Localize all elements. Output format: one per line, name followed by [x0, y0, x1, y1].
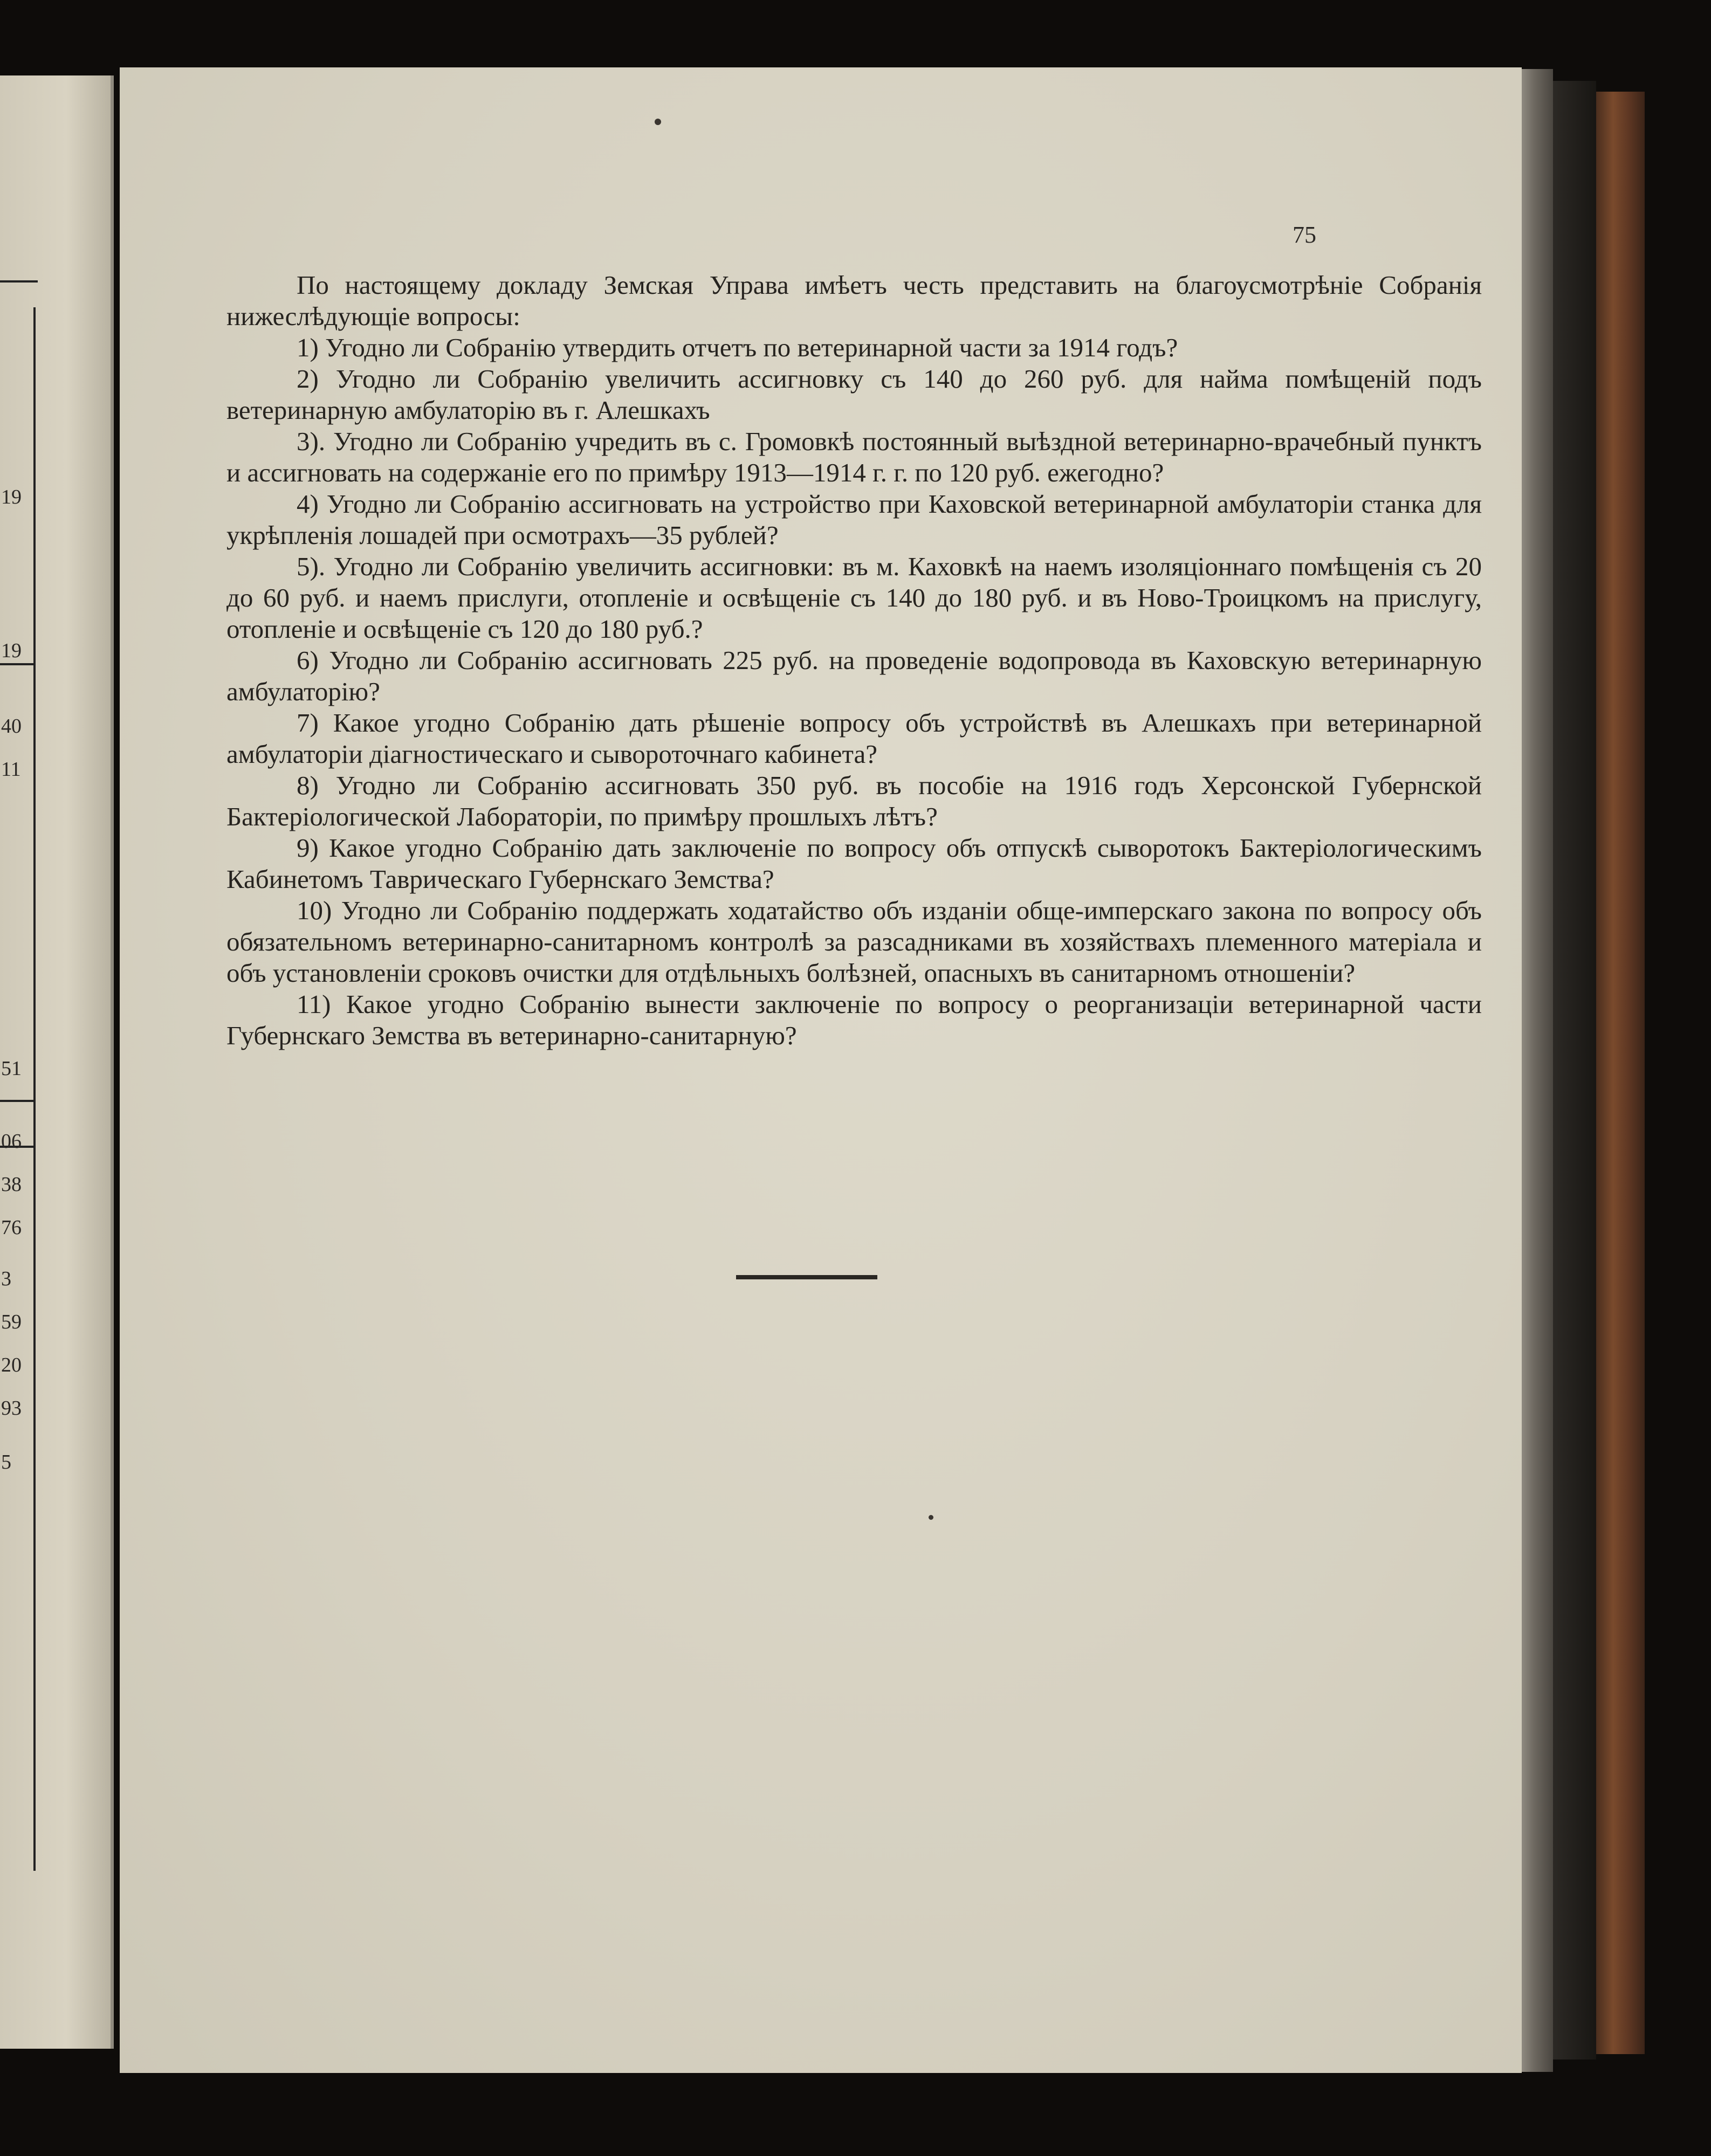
ink-speck — [655, 119, 661, 125]
table-fragment: 5 — [1, 1451, 11, 1473]
table-column-rule — [33, 307, 36, 1871]
question-6: 6) Угодно ли Собранію ассигновать 225 руб. на проведеніе водопровода въ Каховскую ветеринарную амбулаторію? — [226, 645, 1482, 706]
table-fragment: 06 — [1, 1130, 22, 1153]
question-4: 4) Угодно ли Собранію ассигновать на устройство при Каховской ветеринарной амбулаторіи станка для укрѣпленія лошадей при осмотрахъ—35 рублей? — [226, 489, 1482, 550]
question-9: 9) Какое угодно Собранію дать заключеніе по вопросу объ отпускѣ сыворотокъ Бактеріологическимъ Кабинетомъ Таврическаго Губернскаго Земства? — [226, 833, 1482, 894]
intro-paragraph: По настоящему докладу Земская Управа имѣетъ честь представить на благоусмотрѣніе Собранія нижеслѣдующіе вопросы: — [226, 270, 1482, 331]
table-fragment: 76 — [1, 1216, 22, 1239]
table-fragment: 38 — [1, 1173, 22, 1196]
table-fragment: 19 — [1, 486, 22, 508]
table-fragment: 93 — [1, 1397, 22, 1420]
page — [120, 67, 1522, 2073]
question-3: 3). Угодно ли Собранію учредить въ с. Громовкѣ постоянный выѣздной ветеринарно-врачебный пунктъ и ассигновать на содержаніе его по примѣру 1913—1914 г. г. по 120 руб. ежегодно? — [226, 426, 1482, 487]
question-11: 11) Какое угодно Собранію вынести заключеніе по вопросу о реорганизаціи ветеринарной части Губернскаго Земства въ ветеринарно-санитарную? — [226, 989, 1482, 1050]
table-rule — [0, 1100, 36, 1102]
table-fragment: 11 — [1, 758, 21, 781]
table-rule — [0, 280, 38, 283]
ink-speck — [929, 1515, 933, 1520]
table-fragment: 59 — [1, 1311, 22, 1333]
question-2: 2) Угодно ли Собранію увеличить ассигновку съ 140 до 260 руб. для найма помѣщеній подъ ветеринарную амбулаторію въ г. Алешкахъ — [226, 364, 1482, 425]
table-fragment: 3 — [1, 1268, 11, 1290]
question-1: 1) Угодно ли Собранію утвердить отчетъ по ветеринарной части за 1914 годъ? — [297, 333, 1178, 362]
table-rule — [0, 663, 36, 665]
table-fragment: 19 — [1, 639, 22, 662]
section-separator — [736, 1275, 877, 1279]
question-10: 10) Угодно ли Собранію поддержать ходатайство объ изданіи обще-имперскаго закона по вопросу объ обязательномъ ветеринарно-санитарномъ контролѣ за разсадниками въ хозяйствахъ племенного матеріала и объ установленіи сроковъ очистки для отдѣльныхъ болѣзней, опасныхъ въ санитарномъ отношеніи? — [226, 896, 1482, 988]
page-number: 75 — [1293, 222, 1316, 248]
question-8: 8) Угодно ли Собранію ассигновать 350 руб. въ пособіе на 1916 годъ Херсонской Губернской Бактеріологической Лабораторіи, по примѣру прошлыхъ лѣтъ? — [226, 770, 1482, 831]
previous-page-edge — [0, 75, 114, 2049]
table-fragment: 51 — [1, 1057, 22, 1080]
book-cover-edge — [1553, 81, 1596, 2059]
table-fragment: 40 — [1, 715, 22, 738]
book-spine — [1596, 92, 1645, 2054]
question-7: 7) Какое угодно Собранію дать рѣшеніе вопросу объ устройствѣ въ Алешкахъ при ветеринарной амбулаторіи діагностическаго и сывороточнаго кабинета? — [226, 708, 1482, 769]
book-fore-edge — [1522, 69, 1553, 2072]
table-fragment: 20 — [1, 1354, 22, 1376]
body-text — [226, 270, 1482, 1051]
question-5: 5). Угодно ли Собранію увеличить ассигновки: въ м. Каховкѣ на наемъ изоляціоннаго помѣщенія съ 20 до 60 руб. и наемъ прислуги, отопленіе и освѣщеніе съ 140 до 180 руб. и въ Ново-Троицкомъ на прислугу, отопленіе и освѣщеніе съ 120 до 180 руб.? — [226, 552, 1482, 644]
